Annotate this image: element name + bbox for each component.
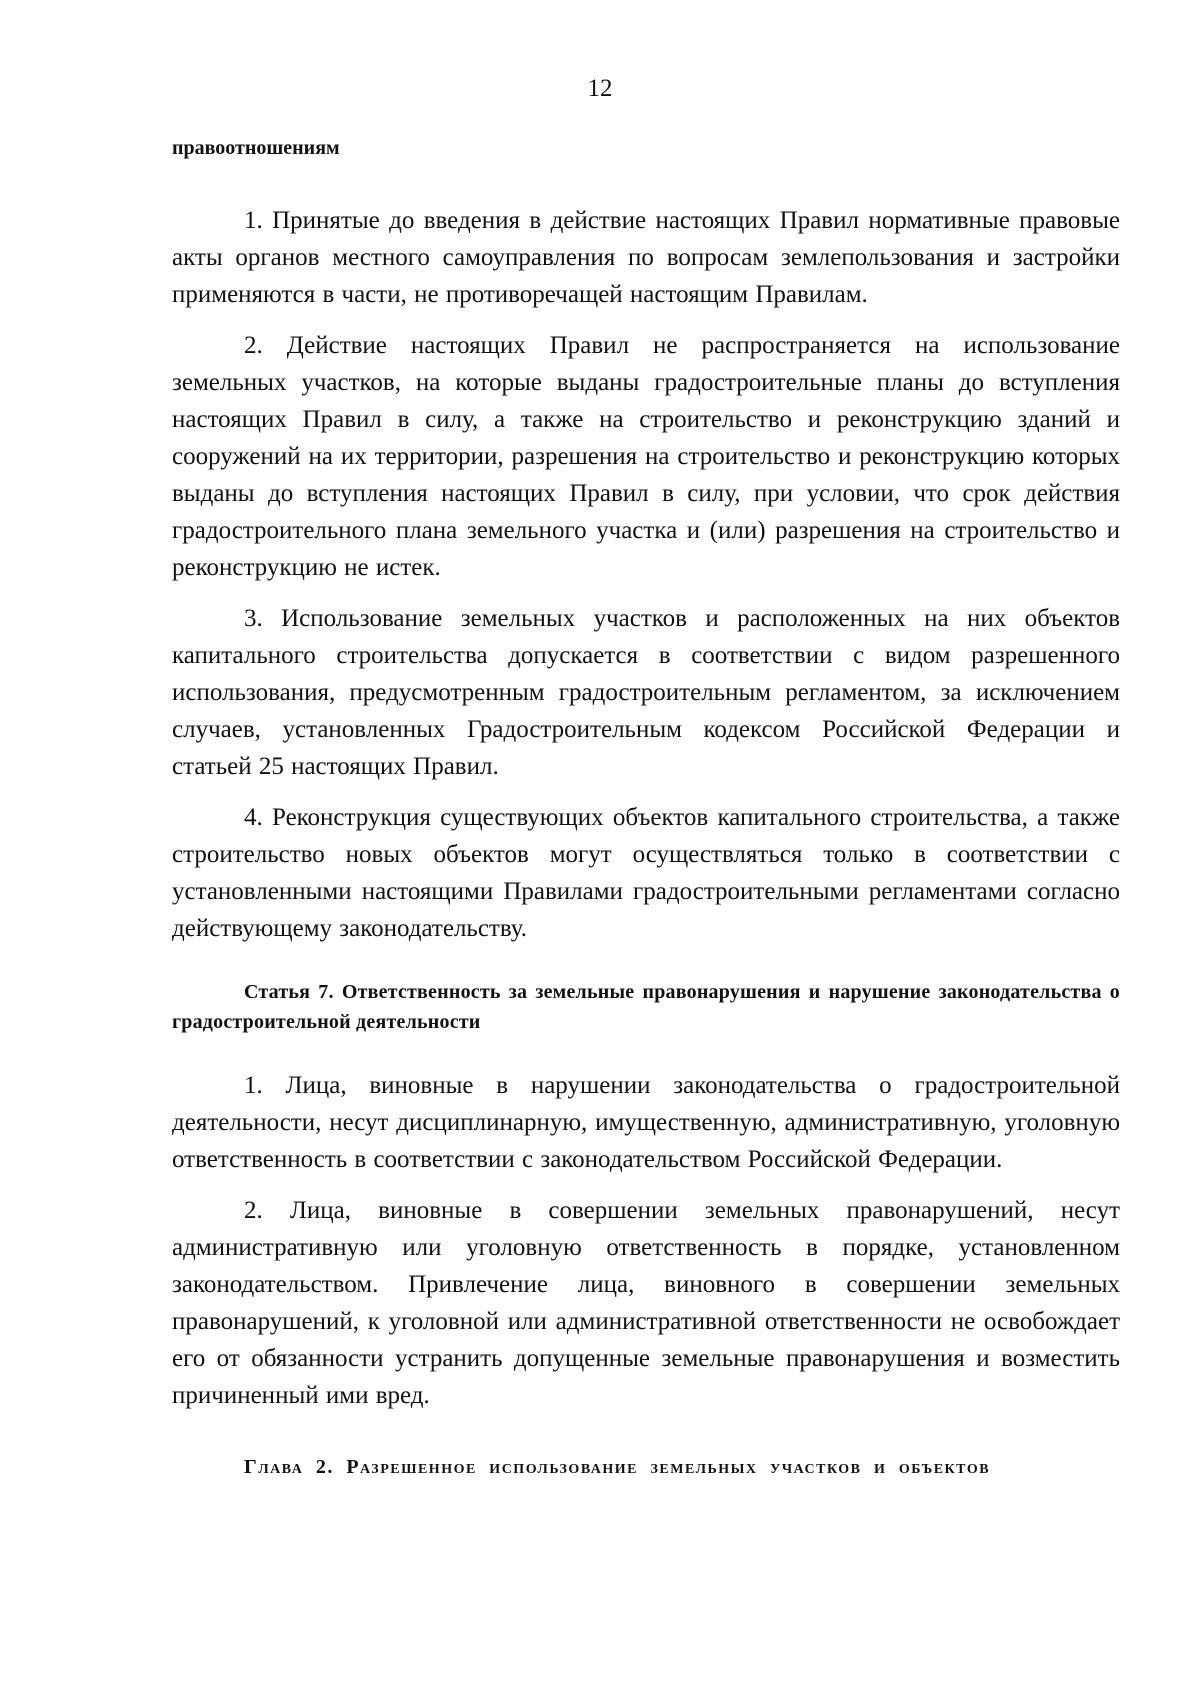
paragraph-3: 3. Использование земельных участков и расположенных на них объектов капитального строительства допускается в соответствии с видом разрешенного использования, предусмотренным градостроительным регламентом, за исключением случаев, установленных Градостроительным кодексом Российской Федерации и статьей 25 настоящих Правил.	[172, 605, 1120, 780]
article-7-heading: Статья 7. Ответственность за земельные правонарушения и нарушение законодательства о градостроительной деятельности	[172, 981, 1120, 1033]
paragraph-2: 2. Действие настоящих Правил не распространяется на использование земельных участков, на которые выданы градостроительные планы до вступления настоящих Правил в силу, а также на строительство и реконструкцию зданий и сооружений на их территории, разрешения на строительство и реконструкцию которых выданы до вступления настоящих Правил в силу, при условии, что срок действия градостроительного плана земельного участка и (или) разрешения на строительство и реконструкцию не истек.	[172, 332, 1120, 581]
paragraph-1: 1. Принятые до введения в действие настоящих Правил нормативные правовые акты органов местного самоуправления по вопросам землепользования и застройки применяются в части, не противоречащей настоящим Правилам.	[172, 207, 1120, 308]
page-number: 12	[587, 75, 613, 102]
heading-fragment: правоотношениям	[172, 137, 340, 159]
paragraph-4: 4. Реконструкция существующих объектов капитального строительства, а также строительство новых объектов могут осуществляться только в соответствии с установленными настоящими Правилами градостроительными регламентами согласно действующему законодательству.	[172, 804, 1120, 942]
chapter-2-heading: Глава 2. Разрешенное использование земельных участков и объектов	[244, 1456, 991, 1478]
article-7-paragraph-2: 2. Лица, виновные в совершении земельных правонарушений, несут административную или уголовную ответственность в порядке, установленном законодательством. Привлечение лица, виновного в совершении земельных правонарушений, к уголовной или административной ответственности не освобождает его от обязанности устранить допущенные земельные правонарушения и возместить причиненный ими вред.	[172, 1197, 1120, 1409]
document-body	[172, 134, 1120, 1482]
article-7-paragraph-1: 1. Лица, виновные в нарушении законодательства о градостроительной деятельности, несут дисциплинарную, имущественную, административную, уголовную ответственность в соответствии с законодательством Российской Федерации.	[172, 1072, 1120, 1173]
